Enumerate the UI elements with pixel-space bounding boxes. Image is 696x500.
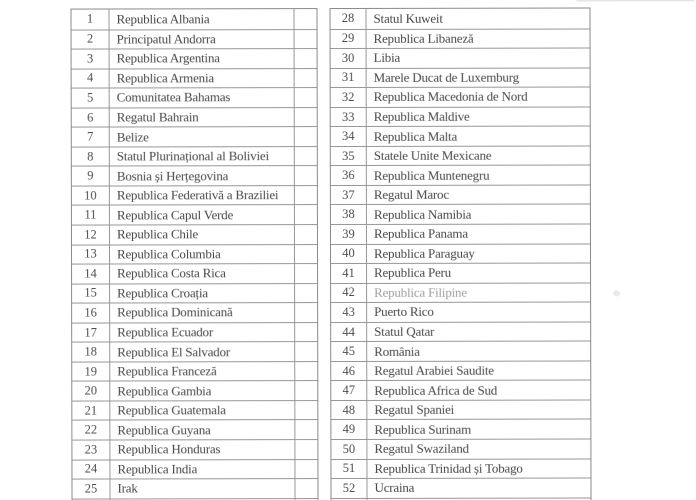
row-number: 41 [331,264,367,283]
country-name: Republica Maldive [373,108,470,124]
table-row [331,380,590,400]
country-name: Republica Guatemala [110,401,295,420]
table-row [331,48,590,68]
row-number: 34 [331,127,367,146]
country-name: Republica Guyana [110,421,295,440]
country-name: Republica El Salvador [110,342,295,361]
table-row [331,106,590,126]
country-name: Republica Federativă a Braziliei [110,186,295,205]
table-row [331,302,590,322]
table-row [331,165,590,185]
row-number: 12 [72,226,110,245]
country-name: Republica Honduras [110,440,295,459]
table-row [72,165,317,185]
row-number: 20 [72,382,110,401]
scan-artifact-line [576,0,694,2]
country-name: Ucraina [374,480,415,496]
empty-cell [295,225,317,244]
table-row [72,68,317,88]
empty-cell [295,69,317,88]
row-number: 48 [331,401,367,420]
table-row [331,360,590,380]
table-row [72,302,317,322]
row-number: 1 [71,9,109,29]
row-number: 43 [331,303,367,322]
country-name: Belize [110,127,295,146]
row-number: 21 [72,401,110,420]
country-name: Republica Africa de Sud [374,382,498,398]
scan-artifact-dot [613,290,620,296]
country-name: Republica Croația [110,284,295,303]
empty-cell [295,284,317,303]
country-name: Republica Franceză [110,362,295,381]
row-number: 6 [72,108,110,127]
row-number: 29 [331,30,367,49]
table-row [72,459,317,479]
country-name: Republica Armenia [110,69,295,88]
table-row [331,263,590,283]
row-number: 14 [72,265,110,284]
empty-cell [295,342,317,361]
table-row [72,380,317,400]
row-number: 15 [72,284,110,303]
row-number: 19 [72,362,110,381]
country-name: Republica Paraguay [373,245,475,261]
country-name: Regatul Spaniei [374,401,455,418]
country-name: Republica Muntenegru [373,167,490,183]
country-name: Regatul Arabiei Saudite [374,362,494,379]
empty-cell [295,245,317,264]
empty-cell [295,206,317,225]
table-row [72,87,317,107]
table-row [331,321,590,341]
row-number: 10 [72,186,110,205]
row-number: 32 [331,88,367,107]
country-name: Republica Filipine [374,284,467,300]
table-row [72,48,317,68]
country-name: Republica Albania [109,9,294,29]
country-name: Bosnia și Herțegovina [110,166,295,185]
country-name: Puerto Rico [374,304,434,320]
empty-cell [295,264,317,283]
row-number: 44 [331,323,367,342]
table-row [72,244,317,264]
table-row [72,146,317,166]
table-row [72,322,317,342]
table-row [72,263,317,283]
row-number: 40 [331,245,367,264]
table-row [71,9,316,29]
row-number: 47 [331,381,367,400]
row-number: 24 [72,460,110,479]
country-name: Statul Kuweit [373,10,443,26]
empty-cell [295,186,317,205]
empty-cell [295,88,317,107]
country-name: Republica Capul Verde [110,206,295,225]
row-number: 23 [72,441,110,460]
country-name: Republica Ecuador [110,323,295,342]
row-number: 39 [331,225,367,244]
table-row [72,283,317,303]
row-number: 3 [72,50,110,69]
country-table-left [70,8,318,500]
row-number: 36 [331,166,367,185]
table-row [72,341,317,361]
country-name: Republica Panama [373,226,468,242]
row-number: 33 [331,108,367,127]
table-row [331,243,590,263]
row-number: 31 [331,69,367,88]
country-name: Republica Libaneză [373,30,474,46]
row-number: 45 [331,342,367,361]
table-row [331,439,590,459]
row-number: 28 [330,9,366,29]
table-row [331,224,590,244]
country-name: Statul Qatar [374,323,435,339]
empty-cell [295,323,317,342]
country-table-right [329,7,591,500]
table-row [331,28,590,48]
row-number: 8 [72,147,110,166]
empty-cell [295,401,317,420]
table-row [72,439,317,459]
country-name: Republica Malta [373,128,458,144]
empty-cell [295,127,317,146]
table-row [72,205,317,225]
row-number: 13 [72,245,110,264]
row-number: 4 [72,69,110,88]
row-number: 2 [72,30,110,49]
country-name: Republica Peru [374,265,452,281]
table-row [72,361,317,381]
row-number: 46 [331,362,367,381]
table-row [72,185,317,205]
row-number: 22 [72,421,110,440]
row-number: 38 [331,205,367,224]
table-row [331,478,590,498]
empty-cell [295,166,317,185]
row-number: 42 [331,284,367,303]
row-number: 49 [331,420,367,439]
table-row [331,419,590,439]
country-name: Republica Argentina [110,49,295,68]
country-name: Principatul Andorra [110,30,295,49]
country-name: Irak [110,479,295,498]
country-name: Marele Ducat de Luxemburg [373,69,519,85]
country-name: Statele Unite Mexicane [373,147,492,164]
empty-cell [295,108,317,127]
row-number: 5 [72,89,110,108]
country-name: Republica Costa Rica [110,264,295,283]
row-number: 17 [72,323,110,342]
table-row [72,400,317,420]
empty-cell [295,303,317,322]
table-row [72,126,317,146]
country-name: Republica Trinidad și Tobago [374,460,523,476]
country-name: Republica Surinam [374,421,472,437]
table-row [330,8,589,28]
table-row [72,420,317,440]
country-name: Republica Dominicană [110,303,295,322]
row-number: 25 [72,480,110,499]
empty-cell [295,381,317,400]
table-row [331,87,590,107]
row-number: 52 [331,479,367,498]
table-row [72,224,317,244]
country-name: Comunitatea Bahamas [110,88,295,107]
empty-cell [295,421,317,440]
row-number: 9 [72,167,110,186]
table-row [331,204,590,224]
table-row [331,184,590,204]
table-row [72,478,317,498]
empty-cell [295,479,317,498]
table-row [331,399,590,419]
row-number: 50 [331,440,367,459]
table-row [331,341,590,361]
country-name: Republica Chile [110,225,295,244]
table-row [331,282,590,302]
empty-cell [295,460,317,479]
table-row [72,107,317,127]
table-row [331,67,590,87]
empty-cell [295,49,317,68]
table-row [331,145,590,165]
row-number: 16 [72,304,110,323]
country-name: Republica India [110,460,295,479]
country-name: Libia [373,50,401,66]
row-number: 7 [72,128,110,147]
country-name: România [374,343,420,359]
row-number: 18 [72,343,110,362]
row-number: 51 [331,460,367,479]
table-row [331,126,590,146]
country-name: Regatul Bahrain [110,108,295,127]
country-name: Republica Columbia [110,245,295,264]
country-name: Republica Namibia [373,206,472,222]
row-number: 11 [72,206,110,225]
table-row [72,29,317,49]
country-name: Regatul Maroc [373,186,449,203]
empty-cell [295,30,317,49]
country-name: Regatul Swaziland [374,441,469,457]
empty-cell [295,440,317,459]
country-name: Republica Macedonia de Nord [373,89,528,105]
row-number: 30 [331,49,367,68]
row-number: 35 [331,147,367,166]
empty-cell [295,147,317,166]
country-name: Republica Gambia [110,382,295,401]
empty-cell [294,9,316,29]
empty-cell [295,362,317,381]
table-row [331,458,590,478]
country-name: Statul Plurinațional al Boliviei [110,147,295,166]
row-number: 37 [331,186,367,205]
